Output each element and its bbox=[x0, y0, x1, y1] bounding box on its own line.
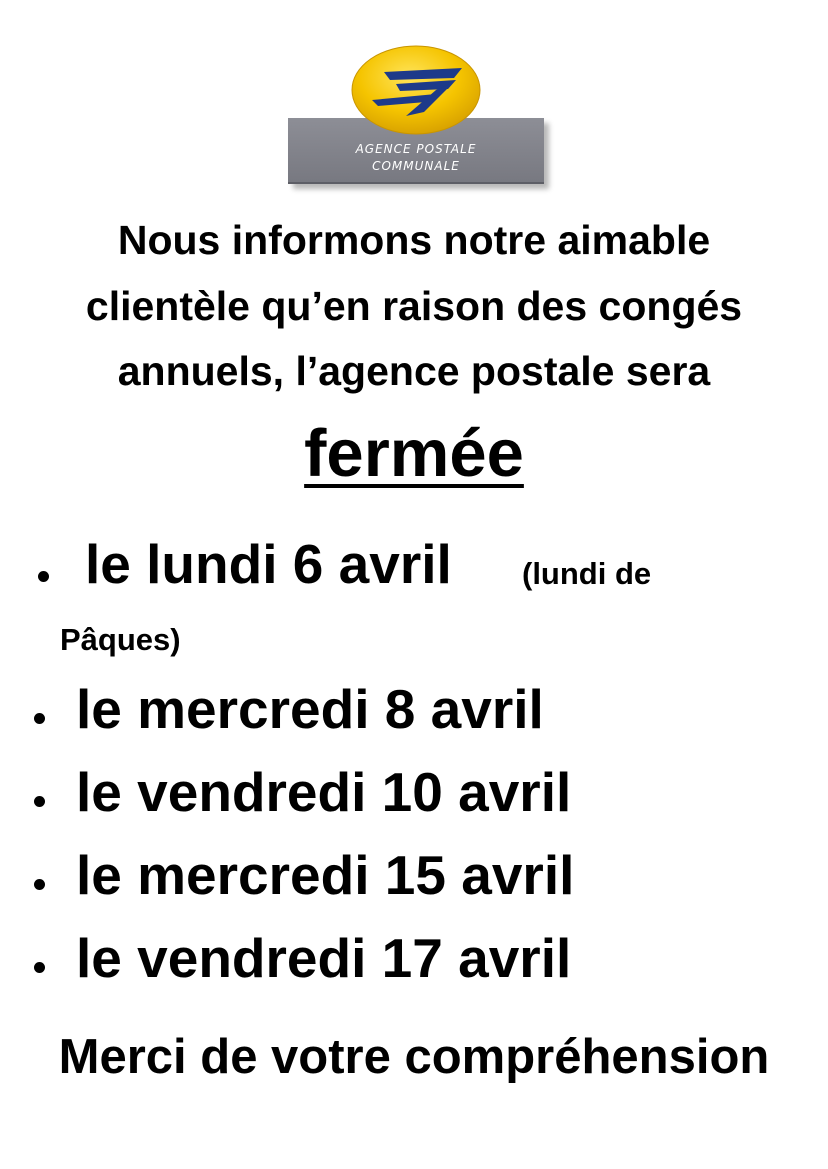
closed-heading bbox=[0, 414, 828, 494]
bullet-icon bbox=[34, 962, 45, 973]
date-note-continued: Pâques) bbox=[60, 622, 181, 657]
date-text: le lundi 6 avril bbox=[85, 533, 452, 595]
closing-message: Merci de votre compréhension bbox=[58, 1030, 770, 1084]
date-note: (lundi de bbox=[522, 556, 652, 591]
bullet-icon bbox=[34, 879, 45, 890]
intro-line-1: Nous informons notre aimable bbox=[117, 217, 711, 263]
agence-postale-logo bbox=[286, 42, 550, 190]
logo-text-line1: AGENCE POSTALE bbox=[355, 142, 477, 156]
bullet-icon bbox=[38, 571, 49, 582]
bullet-icon bbox=[34, 713, 45, 724]
la-poste-bird-icon bbox=[286, 42, 550, 142]
intro-line-3: annuels, l’agence postale sera bbox=[117, 348, 711, 394]
logo-text bbox=[288, 141, 544, 175]
intro-line-2: clientèle qu’en raison des congés bbox=[85, 283, 743, 329]
closed-label: fermée bbox=[304, 416, 524, 491]
date-text: le vendredi 17 avril bbox=[76, 927, 572, 989]
logo-text-line2: COMMUNALE bbox=[372, 159, 460, 173]
date-text: le mercredi 15 avril bbox=[76, 844, 575, 906]
date-text: le vendredi 10 avril bbox=[76, 761, 572, 823]
bullet-icon bbox=[34, 796, 45, 807]
date-text: le mercredi 8 avril bbox=[76, 678, 544, 740]
